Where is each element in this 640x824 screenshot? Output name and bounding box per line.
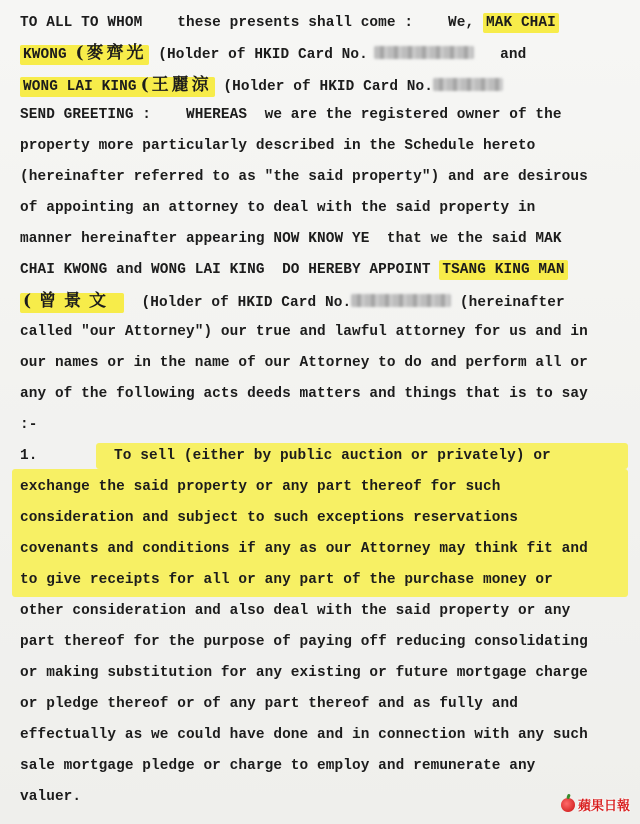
grantor2-name-highlight: WONG LAI KING (王麗涼 bbox=[20, 77, 215, 97]
doc-line: or pledge thereof or of any part thereof and as fully and bbox=[20, 696, 518, 712]
doc-line: other consideration and also deal with the said property or any bbox=[20, 603, 571, 619]
doc-line: consideration and subject to such exceptions reservations bbox=[20, 510, 518, 526]
grantor-name-highlight: KWONG (麥齊光 bbox=[20, 45, 149, 65]
redacted-id bbox=[351, 294, 451, 307]
doc-line: called "our Attorney") our true and lawful attorney for us and in bbox=[20, 324, 588, 340]
apple-logo-icon bbox=[561, 798, 575, 812]
doc-line: manner hereinafter appearing NOW KNOW YE that we the said MAK bbox=[20, 231, 562, 247]
doc-line: exchange the said property or any part thereof for such bbox=[20, 479, 501, 495]
doc-line: of appointing an attorney to deal with the said property in bbox=[20, 200, 536, 216]
clause-number: 1. bbox=[20, 448, 38, 464]
doc-line: CHAI KWONG and WONG LAI KING DO HEREBY APPOINT TSANG KING MAN bbox=[20, 261, 626, 279]
attorney-cjk-highlight: (曾景文 bbox=[20, 293, 124, 313]
redacted-id bbox=[433, 78, 503, 91]
doc-line: KWONG (麥齊光 (Holder of HKID Card No. and bbox=[20, 44, 626, 64]
brand-label: 蘋果日報 bbox=[577, 799, 630, 814]
attorney-name-highlight: TSANG KING MAN bbox=[439, 260, 567, 280]
doc-line: To sell (either by public auction or privately) or bbox=[114, 448, 551, 464]
doc-line: :- bbox=[20, 417, 38, 433]
doc-line: or making substitution for any existing or future mortgage charge bbox=[20, 665, 588, 681]
doc-line: SEND GREETING : WHEREAS we are the registered owner of the bbox=[20, 107, 562, 123]
doc-line: to give receipts for all or any part of the purchase money or bbox=[20, 572, 553, 588]
grantor-name-highlight: MAK CHAI bbox=[483, 13, 559, 33]
doc-line: TO ALL TO WHOM these presents shall come : We, MAK CHAI bbox=[20, 14, 626, 32]
doc-line: sale mortgage pledge or charge to employ and remunerate any bbox=[20, 758, 536, 774]
doc-line: our names or in the name of our Attorney to do and perform all or bbox=[20, 355, 588, 371]
doc-line: any of the following acts deeds matters and things that is to say bbox=[20, 386, 588, 402]
doc-line: effectually as we could have done and in connection with any such bbox=[20, 727, 588, 743]
newspaper-watermark bbox=[561, 795, 630, 814]
doc-line: (hereinafter referred to as "the said property") and are desirous bbox=[20, 169, 588, 185]
doc-line: property more particularly described in the Schedule hereto bbox=[20, 138, 536, 154]
redacted-id bbox=[374, 46, 474, 59]
doc-line: WONG LAI KING (王麗涼 (Holder of HKID Card No. bbox=[20, 76, 626, 96]
doc-line: part thereof for the purpose of paying off reducing consolidating bbox=[20, 634, 588, 650]
doc-line: (曾景文 (Holder of HKID Card No. (hereinafter bbox=[20, 292, 626, 312]
doc-line: covenants and conditions if any as our Attorney may think fit and bbox=[20, 541, 588, 557]
doc-line: valuer. bbox=[20, 789, 82, 805]
